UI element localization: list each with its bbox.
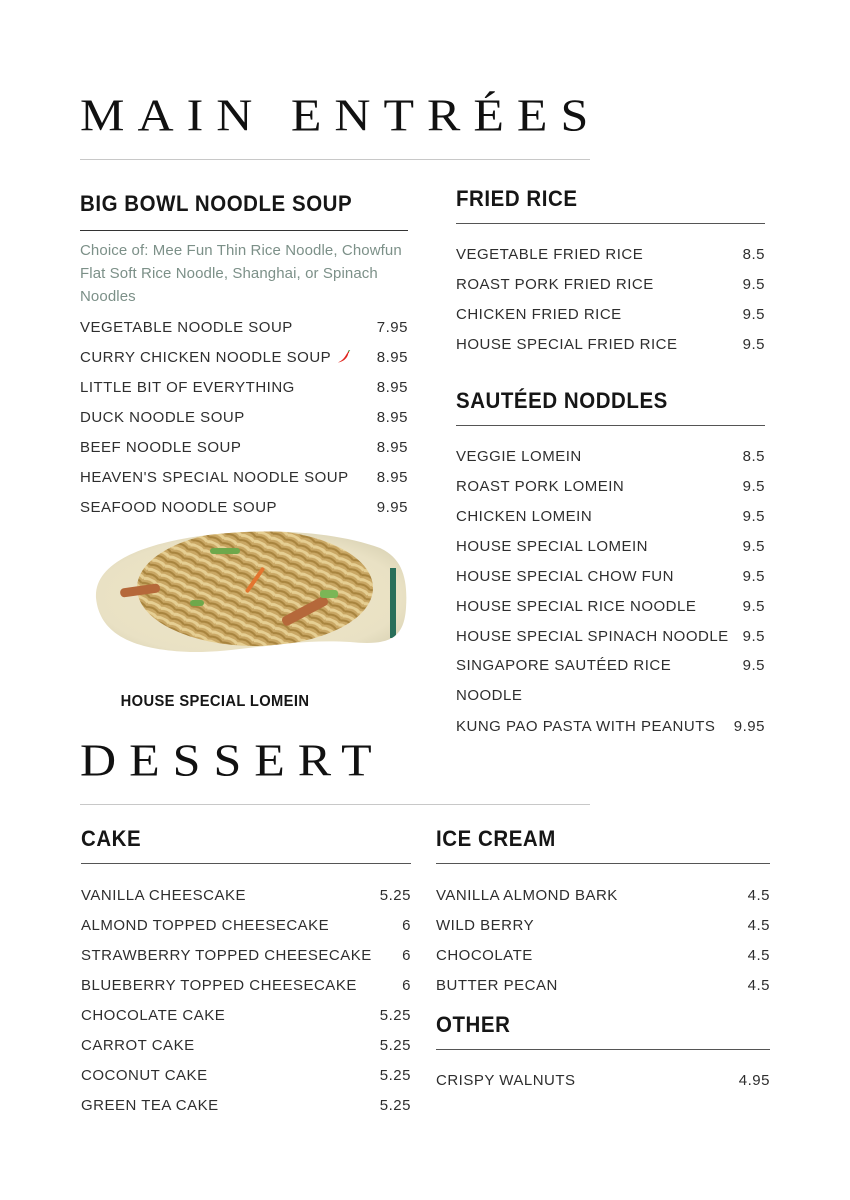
section-heading: FRIED RICE [456,186,578,211]
menu-item-price: 8.5 [742,447,765,465]
menu-item-price: 5.25 [379,1096,411,1114]
menu-item-price: 5.25 [379,1006,411,1024]
menu-item [80,312,408,342]
menu-item-name: SEAFOOD NOODLE SOUP [80,498,278,516]
menu-item-name: VEGETABLE FRIED RICE [456,245,644,263]
menu-item [81,910,411,940]
menu-item-price: 9.5 [742,275,765,293]
menu-item-name: HOUSE SPECIAL FRIED RICE [456,335,678,353]
menu-item [456,531,765,561]
menu-item-name: VEGETABLE NOODLE SOUP [80,318,293,336]
sauteed-noodles-section [456,389,765,741]
menu-item [436,1065,770,1095]
menu-item-price: 4.5 [747,946,770,964]
menu-item-price: 6 [402,946,411,964]
menu-item-name: BLUEBERRY TOPPED CHEESECAKE [81,976,357,994]
menu-item [456,269,765,299]
section-divider [456,223,765,224]
other-section [436,1013,770,1095]
menu-item [80,492,408,522]
menu-item-price: 9.95 [376,498,408,516]
menu-item [456,239,765,269]
menu-item-price: 7.95 [376,318,408,336]
menu-item-price: 9.5 [742,657,765,674]
menu-item [80,402,408,432]
menu-item [81,880,411,910]
cake-section [81,827,411,1120]
menu-item-list [456,441,765,741]
menu-item-name: ALMOND TOPPED CHEESECAKE [81,916,330,934]
menu-item-price: 9.5 [742,477,765,495]
menu-item-price: 8.95 [376,468,408,486]
menu-item [456,651,765,711]
menu-item-name: CHICKEN FRIED RICE [456,305,622,323]
menu-item-price: 9.5 [742,537,765,555]
menu-item-name: HOUSE SPECIAL SPINACH NOODLE [456,627,729,645]
menu-item-name: ROAST PORK LOMEIN [456,477,625,495]
section-divider [436,1049,770,1050]
menu-item-list [80,312,408,522]
menu-item [436,910,770,940]
menu-item [80,372,408,402]
menu-item-name: HOUSE SPECIAL CHOW FUN [456,567,674,585]
menu-item [456,591,765,621]
menu-item-name: VEGGIE LOMEIN [456,447,582,465]
section-heading: CAKE [81,826,142,851]
menu-item-price: 9.5 [742,507,765,525]
section-divider [456,425,765,426]
menu-item-name: COCONUT CAKE [81,1066,208,1084]
main-entrees-title: MAIN ENTRÉES [80,89,602,141]
ice-cream-section [436,827,770,1000]
menu-item-price: 4.5 [747,916,770,934]
menu-item [456,621,765,651]
menu-item-price: 4.5 [747,886,770,904]
menu-item-list [81,880,411,1120]
menu-item-price: 9.95 [733,717,765,735]
menu-item [456,329,765,359]
menu-item-name: CHICKEN LOMEIN [456,507,593,525]
menu-item-price: 8.95 [376,348,408,366]
menu-item-name: HOUSE SPECIAL LOMEIN [456,537,648,555]
menu-item-name: ROAST PORK FRIED RICE [456,275,654,293]
dessert-divider [80,804,590,805]
menu-item-name: VANILLA CHEESCAKE [81,886,246,904]
menu-item [456,501,765,531]
dessert-title: DESSERT [80,734,385,786]
menu-item [436,940,770,970]
noodle-choice-description: Choice of: Mee Fun Thin Rice Noodle, Chowfun Flat Soft Rice Noodle, Shanghai, or Spinach Noodles [80,242,402,305]
menu-item-list [436,1065,770,1095]
menu-item-name: VANILLA ALMOND BARK [436,886,618,904]
menu-item [80,432,408,462]
menu-item-name: CARROT CAKE [81,1036,195,1054]
menu-item-price: 4.95 [738,1071,770,1089]
menu-item [81,1060,411,1090]
menu-item [80,342,408,372]
menu-item-name: STRAWBERRY TOPPED CHEESECAKE [81,946,372,964]
big-bowl-noodle-soup-section [80,192,408,522]
menu-item-price: 8.95 [376,378,408,396]
section-divider [80,230,408,231]
menu-item-name: HEAVEN'S SPECIAL NOODLE SOUP [80,468,349,486]
section-heading: OTHER [436,1012,511,1037]
section-divider [81,863,411,864]
menu-item [80,462,408,492]
menu-item-name: CHOCOLATE CAKE [81,1006,226,1024]
menu-item-price: 9.5 [742,335,765,353]
menu-item-name: DUCK NOODLE SOUP [80,408,245,426]
menu-item [456,471,765,501]
menu-item-name-text: CURRY CHICKEN NOODLE SOUP [80,348,332,366]
section-heading: BIG BOWL NOODLE SOUP [80,191,353,216]
main-entrees-divider [80,159,590,160]
menu-item-price: 9.5 [742,627,765,645]
photo-caption: HOUSE SPECIAL LOMEIN [120,693,310,710]
menu-item-name: CRISPY WALNUTS [436,1071,576,1089]
menu-item-price: 8.95 [376,438,408,456]
noodle-dish-image [90,528,408,653]
fried-rice-section [456,187,765,359]
section-heading: ICE CREAM [436,826,556,851]
menu-item-name: BUTTER PECAN [436,976,558,994]
menu-item-price: 9.5 [742,597,765,615]
menu-item-price: 4.5 [747,976,770,994]
section-heading: SAUTÉED NODDLES [456,388,668,413]
menu-item [81,1090,411,1120]
menu-item-name [80,349,351,366]
menu-item-price: 6 [402,916,411,934]
menu-item [456,441,765,471]
menu-item [456,561,765,591]
menu-item-name: BEEF NOODLE SOUP [80,438,242,456]
menu-item-price: 9.5 [742,567,765,585]
menu-item-price: 9.5 [742,305,765,323]
menu-item-name: LITTLE BIT OF EVERYTHING [80,378,295,396]
menu-item [81,970,411,1000]
menu-item [436,880,770,910]
menu-item-list [456,239,765,359]
menu-item [81,940,411,970]
menu-item-name: KUNG PAO PASTA WITH PEANUTS [456,717,716,735]
menu-item [456,299,765,329]
menu-item-price: 5.25 [379,1036,411,1054]
menu-item-name: CHOCOLATE [436,946,533,964]
chili-pepper-icon [337,350,351,364]
menu-item-name: WILD BERRY [436,916,535,934]
menu-item-price: 8.5 [742,245,765,263]
menu-item-list [436,880,770,1000]
menu-item-name: SINGAPORE SAUTÉED RICE NOODLE [456,657,672,704]
menu-item-name: GREEN TEA CAKE [81,1096,219,1114]
menu-item [436,970,770,1000]
menu-item [81,1030,411,1060]
menu-item-price: 5.25 [379,1066,411,1084]
menu-item [81,1000,411,1030]
menu-item-name: HOUSE SPECIAL RICE NOODLE [456,597,697,615]
section-divider [436,863,770,864]
house-special-lomein-photo [90,528,408,653]
menu-item [456,711,765,741]
menu-item-price: 6 [402,976,411,994]
menu-item-price: 8.95 [376,408,408,426]
menu-item-price: 5.25 [379,886,411,904]
